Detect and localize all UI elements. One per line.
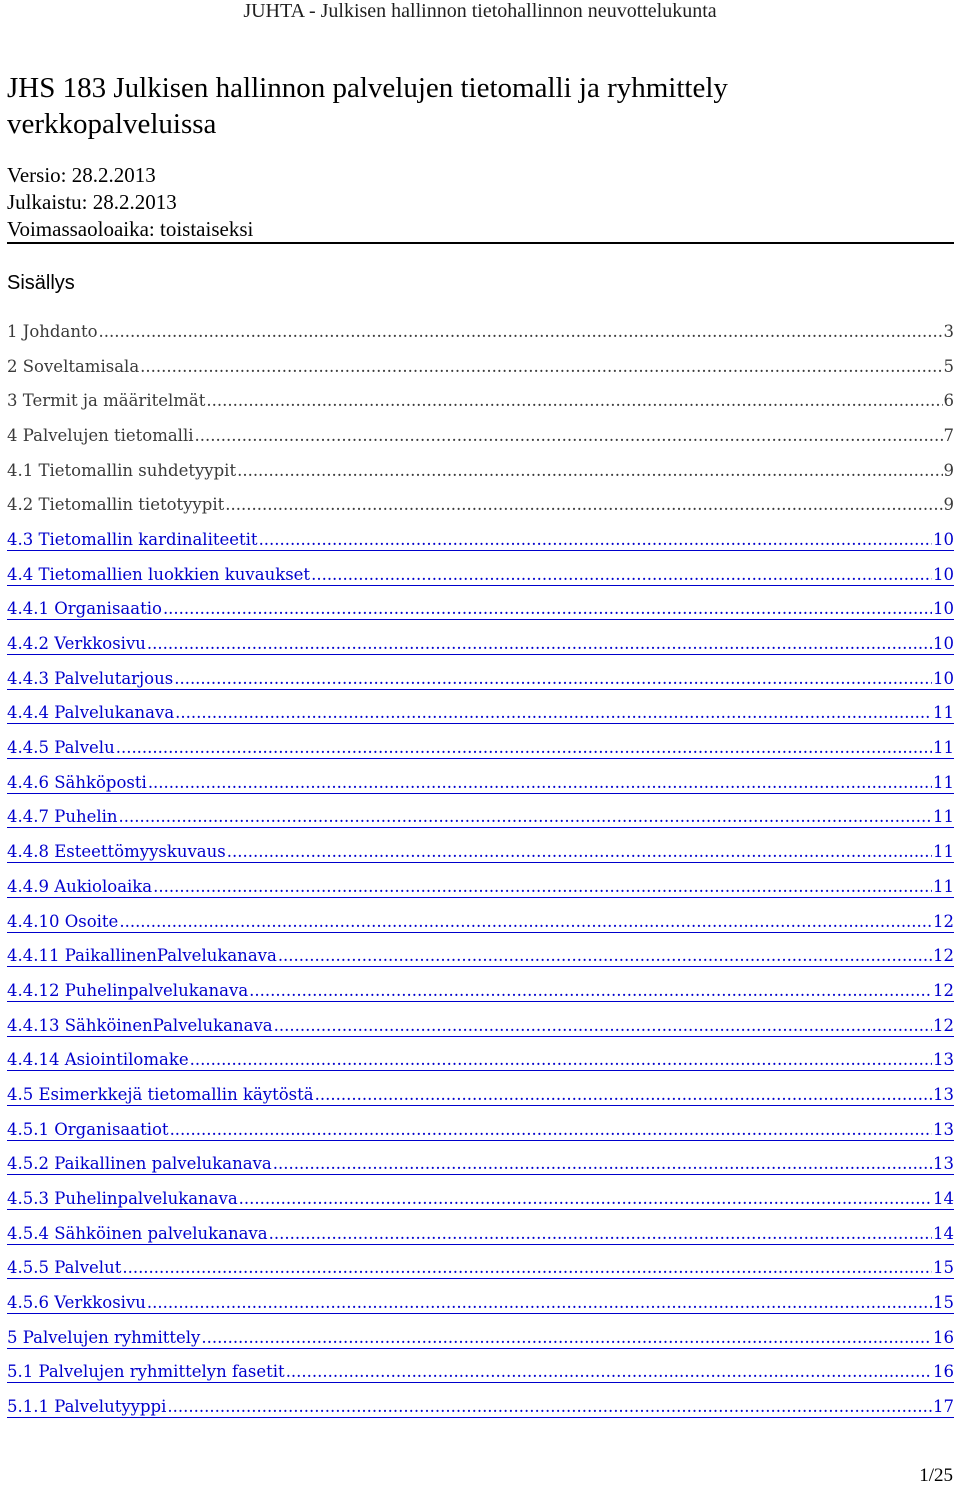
toc-entry-page: 10	[933, 529, 954, 549]
toc-entry-label: 4.4.12 Puhelinpalvelukanava	[7, 980, 249, 1000]
toc-entry-label: 2 Soveltamisala	[7, 356, 140, 376]
toc-leader-dots	[163, 599, 932, 618]
toc-leader-dots	[239, 1189, 932, 1208]
toc-entry-page: 10	[933, 599, 954, 619]
toc-entry[interactable]	[7, 419, 954, 454]
toc-leader-dots	[167, 1397, 932, 1416]
table-of-contents	[7, 315, 954, 1425]
toc-entry[interactable]	[7, 1113, 954, 1148]
toc-entry-page: 13	[933, 1050, 954, 1070]
toc-entry-label: 4.4.11 PaikallinenPalvelukanava	[7, 946, 277, 966]
toc-entry[interactable]	[7, 315, 954, 350]
toc-entry-label: 4.4.3 Palvelutarjous	[7, 668, 174, 688]
toc-entry-page: 13	[933, 1084, 954, 1104]
toc-entry-page: 16	[933, 1327, 954, 1347]
validity-line: Voimassaoloaika: toistaiseksi	[7, 217, 254, 241]
toc-entry-label: 4.3 Tietomallin kardinaliteetit	[7, 529, 258, 549]
toc-leader-dots	[122, 1258, 932, 1277]
toc-entry[interactable]	[7, 1009, 954, 1044]
toc-entry-label: 3 Termit ja määritelmät	[7, 391, 206, 411]
toc-entry-label: 4.4.5 Palvelu	[7, 738, 115, 758]
toc-entry[interactable]	[7, 662, 954, 697]
toc-entry-page: 11	[933, 772, 954, 792]
toc-entry-label: 5.1 Palvelujen ryhmittelyn fasetit	[7, 1362, 285, 1382]
toc-entry-label: 4 Palvelujen tietomalli	[7, 425, 194, 445]
toc-entry-page: 9	[943, 460, 954, 480]
toc-leader-dots	[116, 738, 932, 757]
toc-entry-label: 4.5.1 Organisaatiot	[7, 1119, 169, 1139]
toc-entry-page: 6	[943, 391, 954, 411]
toc-entry-label: 4.4.13 SähköinenPalvelukanava	[7, 1015, 273, 1035]
toc-entry-page: 7	[943, 425, 954, 445]
toc-entry-label: 4.5.2 Paikallinen palvelukanava	[7, 1154, 272, 1174]
toc-entry[interactable]	[7, 939, 954, 974]
toc-leader-dots	[119, 912, 932, 931]
toc-entry-page: 11	[933, 876, 954, 896]
toc-entry-label: 4.5 Esimerkkejä tietomallin käytöstä	[7, 1084, 314, 1104]
toc-entry-page: 14	[933, 1223, 954, 1243]
toc-entry[interactable]	[7, 766, 954, 801]
toc-entry-label: 4.4.7 Puhelin	[7, 807, 118, 827]
toc-entry[interactable]	[7, 384, 954, 419]
toc-entry[interactable]	[7, 1252, 954, 1287]
toc-leader-dots	[315, 1085, 932, 1104]
toc-entry[interactable]	[7, 905, 954, 940]
toc-entry[interactable]	[7, 454, 954, 489]
toc-entry-label: 4.4.8 Esteettömyyskuvaus	[7, 842, 226, 862]
toc-leader-dots	[249, 981, 932, 1000]
toc-leader-dots	[170, 1120, 932, 1139]
toc-entry-page: 12	[933, 911, 954, 931]
toc-entry-page: 11	[933, 807, 954, 827]
toc-entry[interactable]	[7, 1356, 954, 1391]
page-number: 1/25	[919, 1465, 953, 1486]
running-header: JUHTA - Julkisen hallinnon tietohallinnon neuvottelukunta	[243, 0, 717, 22]
toc-entry-page: 5	[943, 356, 954, 376]
toc-leader-dots	[206, 391, 942, 410]
toc-entry-label: 4.4.4 Palvelukanava	[7, 703, 175, 723]
toc-entry-label: 5 Palvelujen ryhmittely	[7, 1327, 201, 1347]
toc-leader-dots	[195, 426, 943, 445]
toc-entry[interactable]	[7, 870, 954, 905]
toc-entry[interactable]	[7, 835, 954, 870]
toc-entry-page: 14	[933, 1189, 954, 1209]
toc-entry[interactable]	[7, 1078, 954, 1113]
toc-leader-dots	[259, 530, 932, 549]
toc-entry[interactable]	[7, 731, 954, 766]
toc-entry-page: 11	[933, 842, 954, 862]
document-title: JHS 183 Julkisen hallinnon palvelujen tietomalli ja ryhmittely verkkopalveluissa	[7, 72, 728, 140]
toc-leader-dots	[190, 1050, 932, 1069]
toc-entry-page: 11	[933, 738, 954, 758]
toc-entry-label: 1 Johdanto	[7, 321, 98, 341]
toc-entry-page: 3	[943, 321, 954, 341]
toc-leader-dots	[227, 842, 932, 861]
toc-entry-label: 4.4 Tietomallien luokkien kuvaukset	[7, 564, 311, 584]
toc-leader-dots	[273, 1154, 932, 1173]
toc-entry-page: 10	[933, 564, 954, 584]
toc-leader-dots	[201, 1328, 932, 1347]
toc-entry[interactable]	[7, 350, 954, 385]
toc-entry-page: 12	[933, 980, 954, 1000]
toc-entry-page: 13	[933, 1154, 954, 1174]
toc-leader-dots	[269, 1224, 932, 1243]
toc-entry[interactable]	[7, 627, 954, 662]
toc-entry-label: 4.1 Tietomallin suhdetyypit	[7, 460, 237, 480]
toc-leader-dots	[148, 773, 932, 792]
toc-entry-page: 10	[933, 634, 954, 654]
toc-entry-label: 4.4.2 Verkkosivu	[7, 634, 146, 654]
toc-entry-page: 15	[933, 1293, 954, 1313]
toc-leader-dots	[153, 877, 932, 896]
toc-leader-dots	[147, 634, 932, 653]
toc-entry[interactable]	[7, 488, 954, 523]
toc-entry[interactable]	[7, 1321, 954, 1356]
toc-entry[interactable]	[7, 1217, 954, 1252]
toc-entry-label: 4.4.6 Sähköposti	[7, 772, 147, 792]
toc-entry[interactable]	[7, 558, 954, 593]
version-line: Versio: 28.2.2013	[7, 163, 156, 187]
toc-entry-label: 4.4.1 Organisaatio	[7, 599, 162, 619]
toc-entry-page: 16	[933, 1362, 954, 1382]
toc-leader-dots	[278, 946, 932, 965]
toc-entry[interactable]	[7, 697, 954, 732]
document-metadata	[7, 162, 253, 243]
toc-leader-dots	[175, 703, 932, 722]
toc-entry[interactable]	[7, 801, 954, 836]
toc-entry[interactable]	[7, 1390, 954, 1425]
toc-entry-label: 4.5.3 Puhelinpalvelukanava	[7, 1189, 238, 1209]
toc-entry-page: 12	[933, 1015, 954, 1035]
toc-entry-label: 4.2 Tietomallin tietotyypit	[7, 495, 225, 515]
toc-entry-page: 12	[933, 946, 954, 966]
toc-leader-dots	[140, 357, 942, 376]
toc-entry-page: 11	[933, 703, 954, 723]
toc-leader-dots	[174, 669, 932, 688]
toc-entry[interactable]	[7, 1148, 954, 1183]
toc-entry[interactable]	[7, 1043, 954, 1078]
toc-entry[interactable]	[7, 1182, 954, 1217]
toc-entry-page: 13	[933, 1119, 954, 1139]
toc-entry-label: 4.4.9 Aukioloaika	[7, 876, 153, 896]
toc-entry-label: 4.5.5 Palvelut	[7, 1258, 122, 1278]
toc-leader-dots	[274, 1016, 932, 1035]
toc-heading: Sisällys	[7, 272, 75, 294]
horizontal-divider	[7, 242, 954, 244]
toc-entry[interactable]	[7, 523, 954, 558]
toc-entry-page: 9	[943, 495, 954, 515]
toc-leader-dots	[99, 322, 943, 341]
toc-entry-label: 4.4.10 Osoite	[7, 911, 119, 931]
toc-leader-dots	[311, 565, 932, 584]
toc-leader-dots	[147, 1293, 932, 1312]
toc-entry-page: 17	[933, 1397, 954, 1417]
toc-entry[interactable]	[7, 1286, 954, 1321]
toc-leader-dots	[225, 495, 942, 514]
toc-entry[interactable]	[7, 974, 954, 1009]
toc-entry-label: 5.1.1 Palvelutyyppi	[7, 1397, 167, 1417]
toc-entry-label: 4.5.6 Verkkosivu	[7, 1293, 146, 1313]
toc-entry-page: 10	[933, 668, 954, 688]
toc-entry-page: 15	[933, 1258, 954, 1278]
toc-entry-label: 4.5.4 Sähköinen palvelukanava	[7, 1223, 268, 1243]
toc-entry-label: 4.4.14 Asiointilomake	[7, 1050, 189, 1070]
toc-leader-dots	[119, 807, 932, 826]
toc-leader-dots	[286, 1362, 932, 1381]
published-line: Julkaistu: 28.2.2013	[7, 190, 177, 214]
toc-entry[interactable]	[7, 593, 954, 628]
toc-leader-dots	[237, 461, 942, 480]
